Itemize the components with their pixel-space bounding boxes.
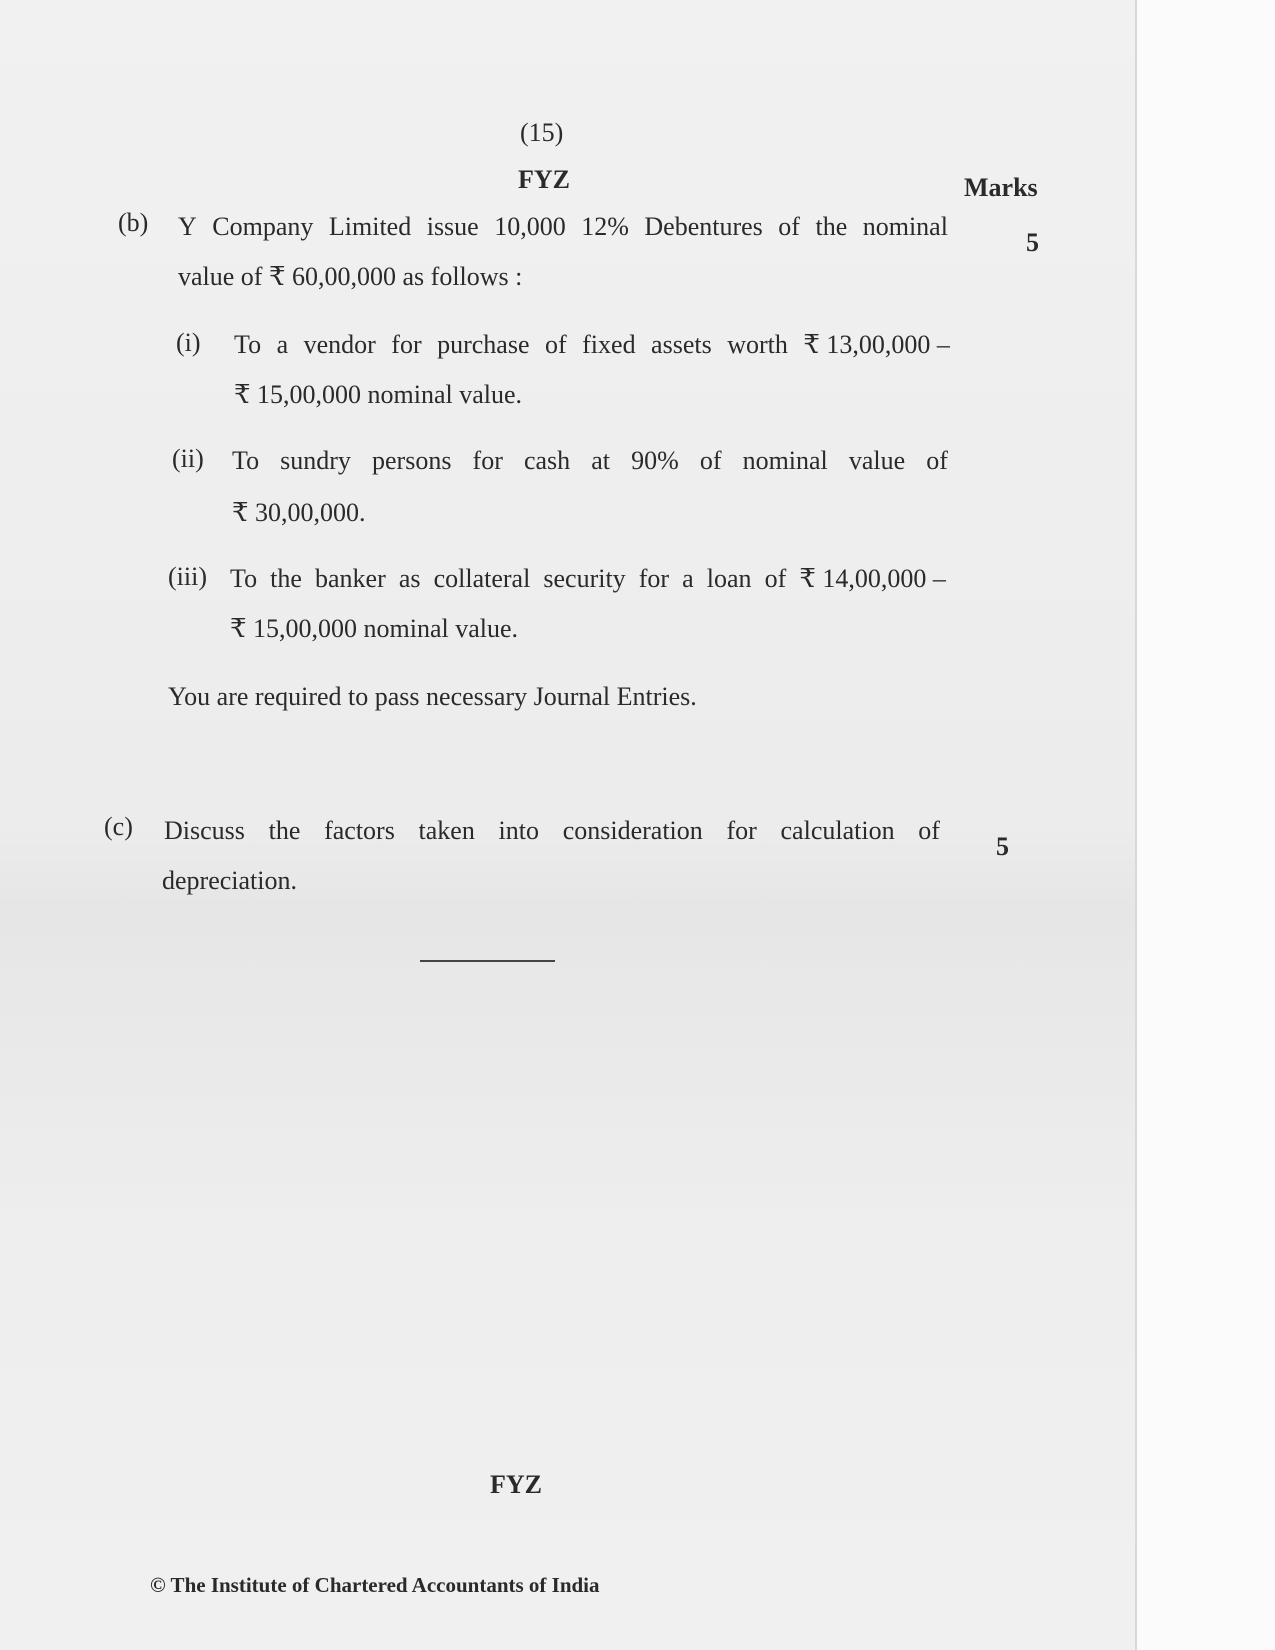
word: the (815, 212, 848, 241)
word: Debentures (644, 212, 763, 241)
item-i-line-1 (234, 330, 950, 360)
word: ₹ 14,00,000 – (799, 564, 946, 593)
item-ii-line-2: ₹ 30,00,000. (232, 498, 366, 527)
question-b-marks: 5 (1026, 228, 1039, 257)
copyright-notice: © The Institute of Chartered Accountants of India (150, 1573, 600, 1597)
page-number: (15) (520, 118, 564, 147)
question-c-line-1 (164, 816, 940, 846)
word: taken (418, 816, 475, 845)
word: calculation (780, 816, 895, 845)
word: Company (212, 212, 314, 241)
question-b-line-2: value of ₹ 60,00,000 as follows : (178, 262, 523, 291)
item-iii-label: (iii) (168, 562, 207, 591)
item-i-line-2: ₹ 15,00,000 nominal value. (234, 380, 523, 409)
word: To (232, 446, 260, 475)
word: of (918, 816, 940, 845)
word: as (398, 564, 421, 593)
question-b-label: (b) (118, 208, 149, 237)
word: for (726, 816, 757, 845)
item-iii-line-2: ₹ 15,00,000 nominal value. (230, 614, 519, 643)
word: a (682, 564, 694, 593)
word: purchase (437, 330, 530, 359)
word: of (778, 212, 800, 241)
word: loan (706, 564, 752, 593)
word: 12% (581, 212, 629, 241)
word: factors (324, 816, 395, 845)
word: value (848, 446, 906, 475)
word: the (268, 816, 301, 845)
word: consideration (562, 816, 703, 845)
word: vendor (303, 330, 376, 359)
word: collateral (433, 564, 531, 593)
end-divider (420, 960, 555, 962)
word: sundry (280, 446, 351, 475)
item-iii-line-1 (230, 564, 946, 594)
item-ii-line-1 (232, 446, 948, 476)
word: a (276, 330, 289, 359)
word: of (544, 330, 567, 359)
question-b-instruction: You are required to pass necessary Journal Entries. (168, 682, 697, 711)
question-c-label: (c) (104, 812, 133, 841)
word: of (764, 564, 787, 593)
word: for (472, 446, 503, 475)
word: nominal (862, 212, 948, 241)
question-c-line-2: depreciation. (162, 866, 297, 895)
word: Y (178, 212, 197, 241)
word: issue (426, 212, 479, 241)
word: the (270, 564, 302, 593)
word: fixed (582, 330, 636, 359)
footer-paper-code: FYZ (490, 1470, 542, 1499)
word: into (498, 816, 539, 845)
word: of (699, 446, 722, 475)
item-ii-label: (ii) (172, 444, 204, 473)
word: security (543, 564, 626, 593)
question-c-marks: 5 (996, 832, 1009, 861)
word: banker (315, 564, 386, 593)
word: assets (651, 330, 712, 359)
word: of (926, 446, 948, 475)
word: persons (372, 446, 452, 475)
word: To (230, 564, 258, 593)
word: 10,000 (494, 212, 566, 241)
word: cash (523, 446, 571, 475)
word: for (391, 330, 422, 359)
word: at (591, 446, 610, 475)
word: worth (727, 330, 788, 359)
marks-heading: Marks (964, 173, 1038, 202)
item-i-label: (i) (176, 328, 201, 357)
word: ₹ 13,00,000 – (803, 330, 950, 359)
page-edge (1135, 0, 1275, 1650)
word: nominal (742, 446, 828, 475)
word: Discuss (164, 816, 245, 845)
word: 90% (631, 446, 679, 475)
word: To (234, 330, 262, 359)
header-paper-code: FYZ (518, 165, 570, 194)
question-b-line-1 (178, 212, 948, 242)
word: Limited (328, 212, 412, 241)
word: for (638, 564, 670, 593)
